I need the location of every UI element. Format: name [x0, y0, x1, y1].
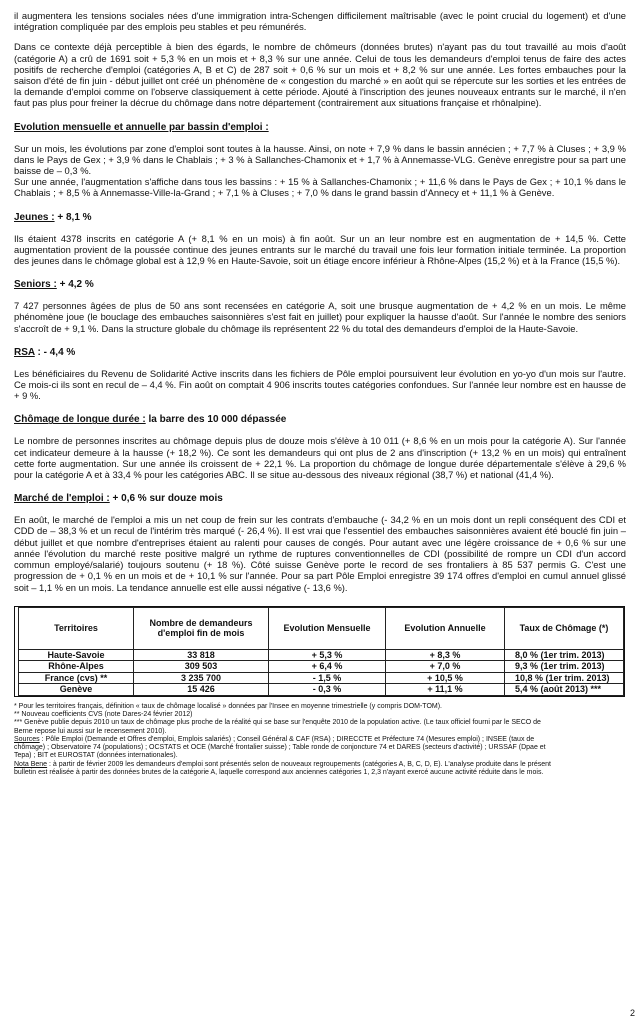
- cell-nombre: 309 503: [134, 661, 269, 673]
- jeunes-value: + 8,1 %: [54, 211, 92, 223]
- footnote-6: chômage) ; Observatoire 74 (populations) ; OCSTATS et OCE (Marché frontalier suisse) ; Table ronde de conjoncture 74 et DARES (secteurs d'activité) ; URSSAF (Dpae et: [14, 744, 546, 752]
- header-taux: Taux de Chômage (*): [505, 607, 624, 649]
- cell-nombre: 3 235 700: [134, 672, 269, 684]
- footnote-7: Tepa) ; BIT et EUROSTAT (données internationales).: [14, 752, 178, 760]
- cell-territoire: Rhône-Alpes: [19, 661, 134, 673]
- cell-annuelle: + 8,3 %: [386, 649, 505, 661]
- marche-paragraph: En août, le marché de l'emploi a mis un net coup de frein sur les contrats d'embauche (- 34,2 % en un mois dont un repli conséquent des CDI et CDD de – 38,3 % et un recul de l'intérim très marqué (- 26,4 %). Il est vrai que l'essentiel des embauches saisonnières avaient été bouclé fin juin –début juillet et que nombre d'entreprises étaient au ralenti pour causes de congés. Pour autant avec une légère croissance de + 0,6 % sur une année l'évolution du marché reste positive malgré un rythme de ruptures conventionnelles de CDI (possibilité de rompre un CDI d'un accord commun employé/salarié) toujours soutenu (+ 18 %). Côté suisse Genève porte le record de ses frontaliers à 85 537 permis G. C'est une progression de + 0,1 % en un mois et de + 10,1 % sur l'année. Pour sa part Pôle Emploi enregistre 39 174 offres d'emploi en cumul annuel glissé soit – 1,1 % en un mois. La tendance annuelle est elle aussi négative (- 13,6 %).: [14, 514, 626, 593]
- intro-paragraph-2: Dans ce contexte déjà perceptible à bien des égards, le nombre de chômeurs (données brutes) n'ayant pas du tout travaillé au mois d'août (catégorie A) a crû de 1691 soit + 5,3 % en un mois et + 8,3 % sur une année. Celui de tous les demandeurs d'emploi tenus de faire des actes positifs de recherche d'emploi (catégories A, B et C) de 287 soit + 0,6 % sur un mois et + 8,2 % sur une année. Les fortes embauches pour la saison d'été de fin juin - début juillet ont créé un phénomène de « congestion du marché » en août qui se répercute sur les sorties et les entrées de la demande d'emploi comme on l'observe classiquement à cette période. Ajouté à l'inscription des jeunes nouveaux entrants sur le marché, il n'en faut pas plus pour freiner la décrue du chômage dans notre département (contrairement aux situations française et rhônalpine).: [14, 41, 626, 109]
- sources-text: : Pôle Emploi (Demande et Offres d'emploi, Emplois salariés) ; Conseil Général & CAF (RSA) ; DIRECCTE et Préfecture 74 (Mesures emploi) ; INSEE (taux de: [39, 735, 535, 743]
- footnote-2: ** Nouveau coefficients CVS (note Dares-24 février 2012): [14, 711, 193, 718]
- cell-taux: 9,3 % (1er trim. 2013): [505, 661, 624, 673]
- seniors-value: + 4,2 %: [56, 279, 94, 291]
- section-bassin-title: Evolution mensuelle et annuelle par bassin d'emploi :: [14, 121, 269, 133]
- cell-territoire: Haute-Savoie: [19, 649, 134, 661]
- intro-paragraph-1: il augmentera les tensions sociales nées d'une immigration intra-Schengen difficilement maîtrisable (avec le point crucial du logement) et d'une intégration compliquée par des emplois peu stables et peu rémunérés.: [14, 10, 626, 33]
- cell-mensuelle: - 1,5 %: [269, 672, 386, 684]
- document-page: [14, 10, 626, 777]
- longue-paragraph: Le nombre de personnes inscrites au chômage depuis plus de douze mois s'élève à 10 011 (+ 8,6 % en un mois pour la catégorie A). Sur l'année cet indicateur demeure à la hausse (+ 18,2 %). Ce sont les demandeurs qui ont plus de 2 ans d'inscription (+ 13,2 % en un mois) qui entraînent cette forte augmentation. Sur une année ils croissent de + 22,1 %. La proportion du chômage de longue durée départementale s'élève à 29,6 % pour la catégorie A et à 33,4 % pour les catégories ABC. Il se situe au-dessous des niveaux régional (38,7 %) et national (41,4 %).: [14, 435, 626, 481]
- cell-taux: 10,8 % (1er trim. 2013): [505, 672, 624, 684]
- sources-label: Sources: [14, 735, 40, 743]
- nota-bene-text: : à partir de février 2009 les demandeurs d'emploi sont présentés selon de nouveaux regroupements (catégories A, B, C, D, E). L'analyse produite dans le présent: [47, 760, 551, 768]
- section-marche-title: [14, 493, 626, 505]
- rsa-label: RSA: [14, 346, 35, 358]
- cell-territoire: France (cvs) **: [19, 672, 134, 684]
- cell-mensuelle: - 0,3 %: [269, 684, 386, 696]
- header-territoires: Territoires: [19, 607, 134, 649]
- unemployment-table-frame: [14, 606, 625, 697]
- section-rsa-title: [14, 347, 626, 359]
- bassin-paragraph-2: Sur une année, l'augmentation s'affiche dans tous les bassins : + 15 % à Sallanches-Chamonix ; + 11,6 % dans le Pays de Gex ; + 10,1 % dans le Chablais ; + 8,5 % à Annemasse-Ville-la-Grand ; + 7,1 % à Cluses ; + 7,0 % dans le grand bassin d'Annecy et + 11,1 % à Genève.: [14, 176, 626, 199]
- header-mensuelle: Evolution Mensuelle: [269, 607, 386, 649]
- unemployment-table: [18, 607, 624, 696]
- marche-value: + 0,6 % sur douze mois: [109, 493, 223, 505]
- footnote-1: * Pour les territoires français, définition « taux de chômage localisé » données par l'Insee en moyenne trimestrielle (y compris DOM-TOM).: [14, 702, 443, 710]
- rsa-value: : - 4,4 %: [34, 346, 76, 358]
- rsa-paragraph: Les bénéficiaires du Revenu de Solidarité Active inscrits dans les fichiers de Pôle emploi poursuivent leur évolution en yo-yo d'un mois sur l'autre. Ce mois-ci ils sont en recul de – 4,4 %. Fin août on comptait 4 906 inscrits toutes catégories confondues. Sur l'année leur nombre est en hausse de + 9 %.: [14, 367, 626, 402]
- nota-bene-label: Nota Bene: [14, 760, 48, 768]
- footnotes: [14, 703, 626, 778]
- cell-nombre: 15 426: [134, 684, 269, 696]
- table-header-row: [19, 607, 624, 649]
- bassin-paragraph-1: Sur un mois, les évolutions par zone d'emploi sont toutes à la hausse. Ainsi, on note + 7,9 % dans le bassin annécien ; + 7,7 % à Cluses ; + 3,9 % dans le Pays de Gex ; + 3,9 % dans le Chablais ; + 3 % à Sallanches-Chamonix et + 1,7 % à Annemasse-VLG. Genève enregistre pour sa part une baisse de – 0,3 %.: [14, 142, 626, 177]
- seniors-label: Seniors :: [14, 279, 57, 291]
- table-row: [19, 672, 624, 684]
- jeunes-label: Jeunes :: [14, 211, 55, 223]
- longue-value: la barre des 10 000 dépassée: [145, 414, 287, 426]
- marche-label: Marché de l'emploi :: [14, 493, 110, 505]
- cell-taux: 5,4 % (août 2013) ***: [505, 684, 624, 696]
- cell-mensuelle: + 5,3 %: [269, 649, 386, 661]
- seniors-paragraph: 7 427 personnes âgées de plus de 50 ans sont recensées en catégorie A, soit une brusque augmentation de + 4,2 % en un mois. Le même phénomène joue (le bouclage des embauches saisonnières s'est fait en juillet) pour expliquer la hausse d'août. Sur l'année le nombre des seniors s'accroît de + 9,1 %. Dans la structure globale du chômage ils représentent 22 % du total des demandeurs d'emploi de la Haute-Savoie.: [14, 300, 626, 334]
- header-nombre: Nombre de demandeurs d'emploi fin de mois: [134, 607, 269, 649]
- cell-nombre: 33 818: [134, 649, 269, 661]
- footnote-3: *** Genève publie depuis 2010 un taux de chômage plus proche de la réalité qui se base sur l'enquête 2010 de la population active. (Le taux officiel fourni par le SECO de: [14, 719, 541, 727]
- cell-annuelle: + 10,5 %: [386, 672, 505, 684]
- section-seniors-title: [14, 279, 626, 291]
- footnote-9: bulletin est réalisée à partir des données brutes de la catégorie A, laquelle correspond aux anciennes catégories 1, 2,3 n'ayant exercé aucune activité réduite dans le mois.: [14, 769, 544, 777]
- section-longue-title: [14, 414, 626, 426]
- table-row: [19, 684, 624, 696]
- section-jeunes-title: [14, 212, 626, 224]
- table-row: [19, 661, 624, 673]
- longue-label: Chômage de longue durée :: [14, 414, 146, 426]
- footnote-4: Berne repose lui aussi sur le recensement 2010).: [14, 727, 167, 735]
- cell-territoire: Genève: [19, 684, 134, 696]
- table-row: [19, 649, 624, 661]
- cell-annuelle: + 7,0 %: [386, 661, 505, 673]
- jeunes-paragraph: Ils étaient 4378 inscrits en catégorie A (+ 8,1 % en un mois) à fin août. Sur un an leur nombre est en augmentation de + 14,5 %. Cette augmentation provient de la poussée continue des jeunes entrants sur le marché du travail une fois leur formation initiale terminée. La proportion des jeunes dans le chômage global est à 12,9 % en Haute-Savoie, soit un étiage encore inférieur à Rhône-Alpes (15,2 %) et à la France (15,5 %).: [14, 232, 626, 267]
- cell-annuelle: + 11,1 %: [386, 684, 505, 696]
- cell-mensuelle: + 6,4 %: [269, 661, 386, 673]
- page-number: 2: [629, 1008, 635, 1018]
- header-annuelle: Evolution Annuelle: [386, 607, 505, 649]
- footnote-sources: [14, 736, 626, 744]
- cell-taux: 8,0 % (1er trim. 2013): [505, 649, 624, 661]
- footnote-nota-bene: [14, 761, 626, 769]
